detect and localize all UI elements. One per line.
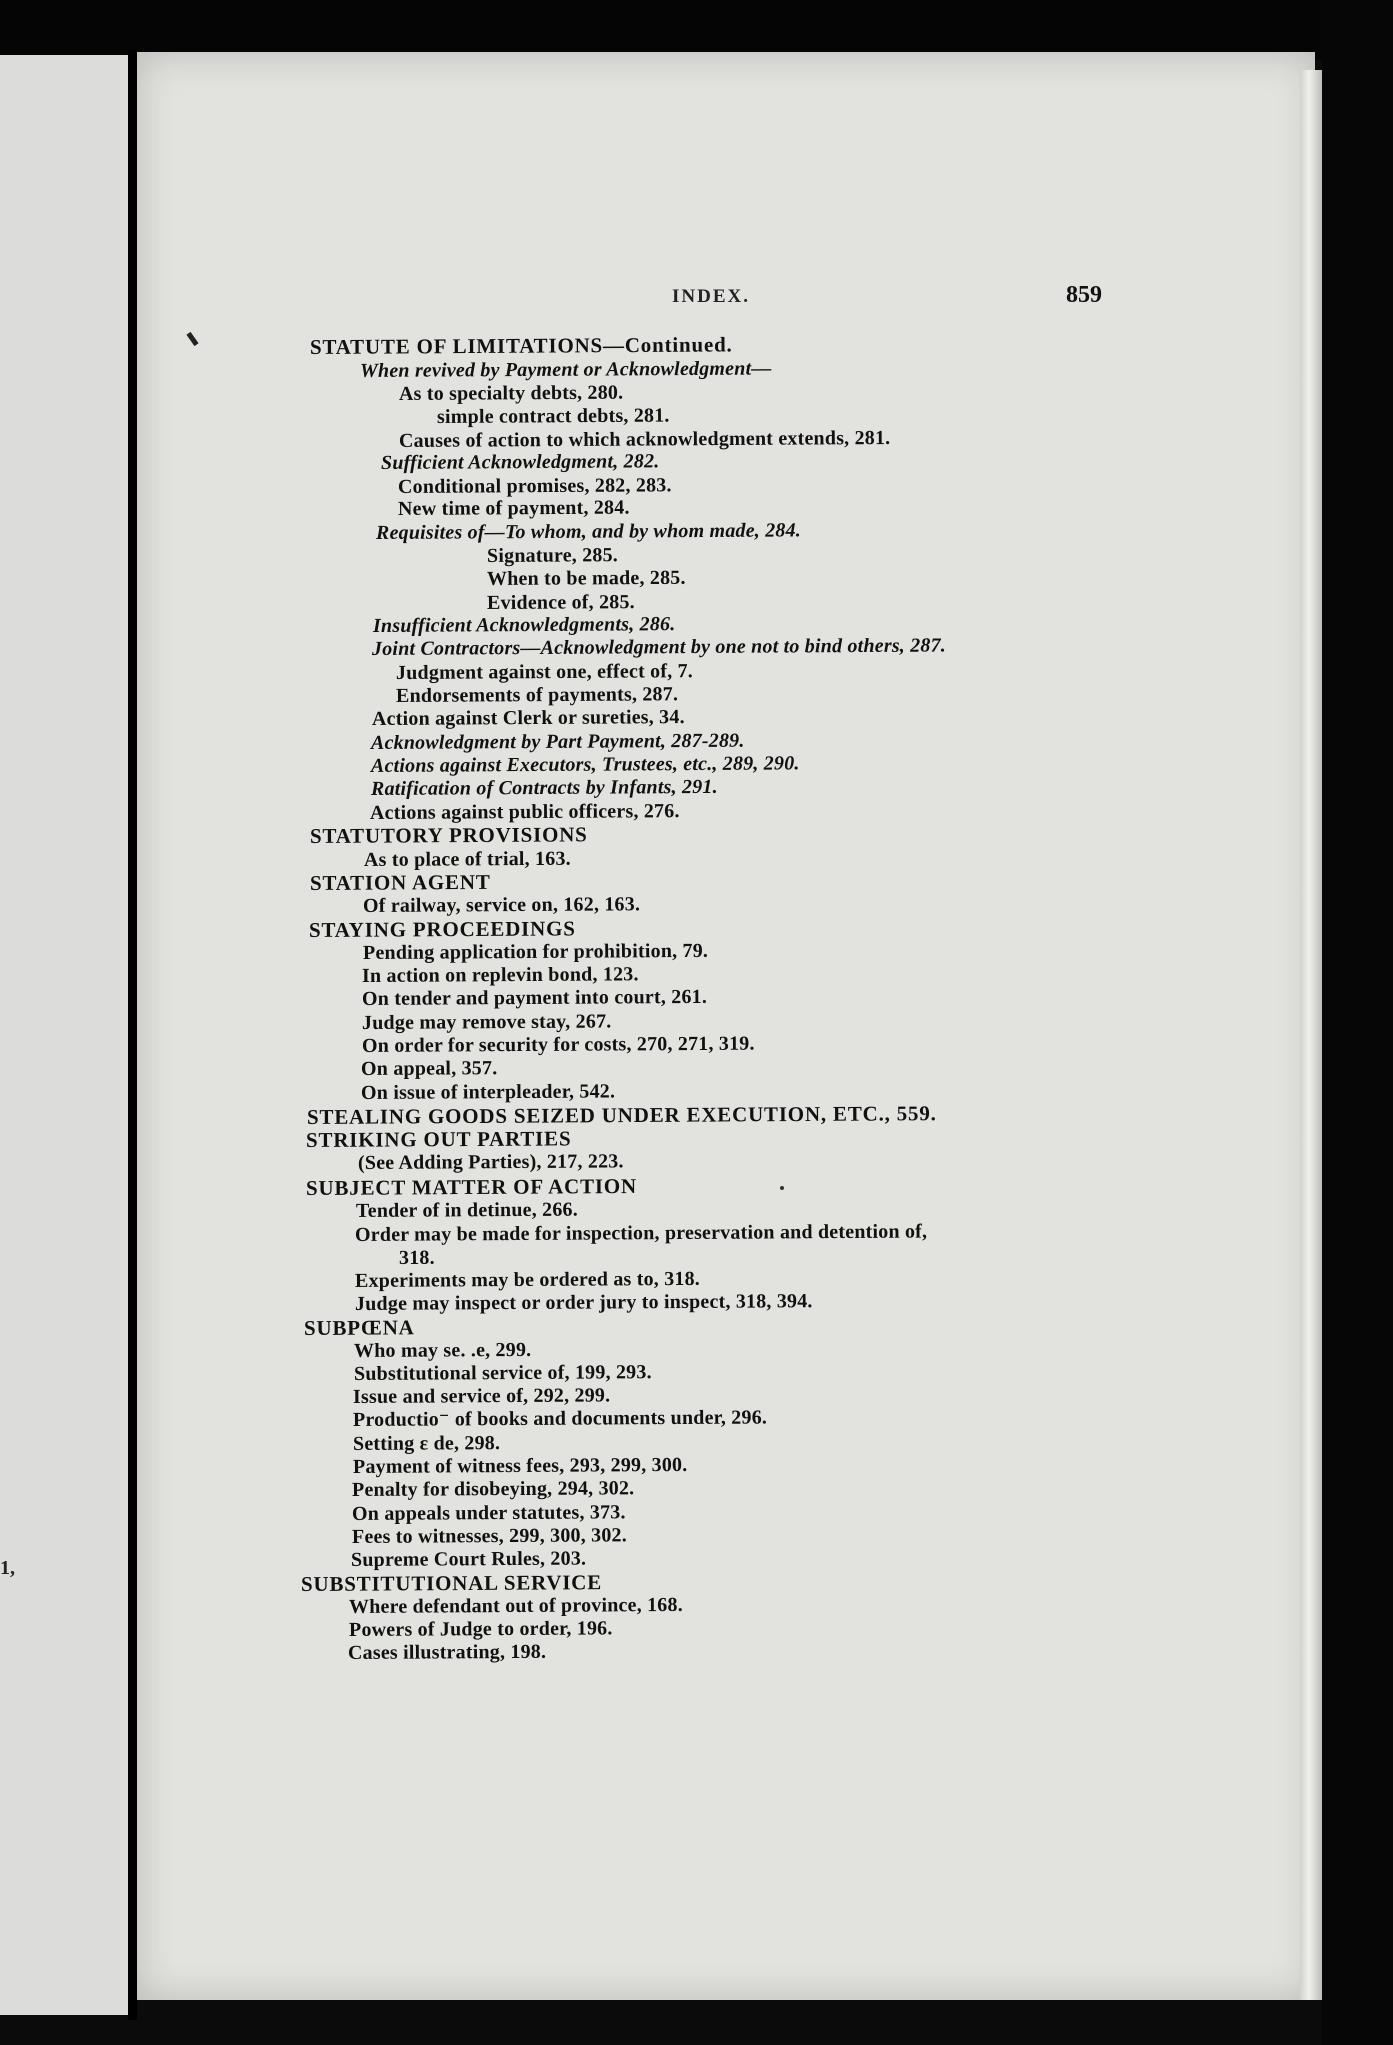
- index-line: As to specialty debts, 280.: [398, 381, 624, 405]
- index-line: Action against Clerk or sureties, 34.: [371, 706, 685, 730]
- index-line: SUBPŒNA: [303, 1315, 415, 1340]
- index-line: Endorsements of payments, 287.: [395, 683, 679, 707]
- index-line: Judgment against one, effect of, 7.: [395, 660, 694, 684]
- index-line: On order for security for costs, 270, 271, 319.: [361, 1032, 755, 1057]
- index-line: Order may be made for inspection, preservation and detention of,: [354, 1220, 928, 1246]
- facing-page-edge: [0, 55, 128, 2015]
- index-line: Experiments may be ordered as to, 318.: [354, 1267, 701, 1292]
- index-line: Who may se. .e, 299.: [353, 1338, 532, 1362]
- index-line: Issue and service of, 292, 299.: [352, 1384, 611, 1408]
- index-line: Insufficient Acknowledgments, 286.: [372, 613, 676, 637]
- index-line: Actions against Executors, Trustees, etc., 289, 290.: [370, 752, 800, 777]
- film-border-top: [0, 0, 1393, 60]
- binding-gutter: [128, 50, 137, 2020]
- index-line: Substitutional service of, 199, 293.: [353, 1361, 652, 1385]
- index-line: Cases illustrating, 198.: [347, 1640, 547, 1664]
- index-line: Judge may remove stay, 267.: [361, 1010, 612, 1034]
- index-line: Sufficient Acknowledgment, 282.: [380, 450, 660, 474]
- index-line: STEALING GOODS SEIZED UNDER EXECUTION, ETC., 559.: [306, 1101, 937, 1129]
- index-line: Acknowledgment by Part Payment, 287-289.: [370, 729, 745, 754]
- index-line: Of railway, service on, 162, 163.: [362, 893, 641, 917]
- index-line: Evidence of, 285.: [486, 591, 635, 614]
- index-line: Payment of witness fees, 293, 299, 300.: [352, 1453, 688, 1478]
- index-line: Where defendant out of province, 168.: [348, 1593, 683, 1618]
- index-line: Judge may inspect or order jury to inspect, 318, 394.: [354, 1290, 813, 1315]
- index-line: When revived by Payment or Acknowledgment—: [359, 357, 772, 382]
- index-line: 318.: [398, 1246, 435, 1269]
- index-line: STRIKING OUT PARTIES: [305, 1126, 572, 1152]
- index-line: Pending application for prohibition, 79.: [362, 939, 709, 964]
- index-line: Powers of Judge to order, 196.: [348, 1617, 613, 1641]
- index-line: On appeals under statutes, 373.: [351, 1501, 626, 1525]
- index-line: Setting ε de, 298.: [352, 1432, 501, 1455]
- index-line: simple contract debts, 281.: [436, 404, 670, 428]
- index-line: SUBSTITUTIONAL SERVICE: [300, 1570, 603, 1596]
- index-line: Requisites of—To whom, and by whom made, 284.: [375, 519, 802, 544]
- index-line: As to place of trial, 163.: [363, 847, 571, 871]
- page-fore-edge: [1300, 70, 1322, 2000]
- index-line: Supreme Court Rules, 203.: [350, 1547, 587, 1571]
- index-line: On tender and payment into court, 261.: [361, 985, 708, 1010]
- film-border-right: [1322, 0, 1393, 2045]
- index-line: Joint Contractors—Acknowledgment by one not to bind others, 287.: [371, 634, 947, 660]
- index-line: Signature, 285.: [486, 544, 619, 567]
- index-line: STATUTE OF LIMITATIONS—Continued.: [309, 332, 733, 359]
- index-line: Actions against public officers, 276.: [369, 800, 680, 824]
- index-line: Productio⁻ of books and documents under, 296.: [352, 1406, 768, 1431]
- index-line: (See Adding Parties), 217, 223.: [357, 1150, 624, 1174]
- index-line: Causes of action to which acknowledgment extends, 281.: [398, 426, 891, 452]
- index-line: When to be made, 285.: [486, 566, 686, 590]
- ink-speck: [780, 1186, 784, 1190]
- index-line: Conditional promises, 282, 283.: [397, 474, 672, 498]
- index-line: SUBJECT MATTER OF ACTION: [305, 1173, 638, 1200]
- running-header-title: INDEX.: [672, 286, 750, 307]
- index-line: Penalty for disobeying, 294, 302.: [351, 1477, 635, 1501]
- index-line: New time of payment, 284.: [397, 496, 630, 520]
- index-line: Tender of in detinue, 266.: [355, 1198, 578, 1222]
- index-line: In action on replevin bond, 123.: [361, 963, 639, 987]
- running-header: [672, 282, 1102, 312]
- index-line: Ratification of Contracts by Infants, 291.: [370, 775, 718, 800]
- index-line: STATUTORY PROVISIONS: [309, 822, 588, 848]
- index-line: On issue of interpleader, 542.: [360, 1080, 616, 1104]
- index-line: Fees to witnesses, 299, 300, 302.: [351, 1524, 627, 1548]
- index-line: On appeal, 357.: [360, 1057, 498, 1080]
- index-line: STATION AGENT: [309, 869, 491, 895]
- page-number: 859: [1066, 282, 1102, 308]
- index-line: STAYING PROCEEDINGS: [308, 916, 576, 942]
- facing-page-fragment: 1,: [0, 1557, 15, 1579]
